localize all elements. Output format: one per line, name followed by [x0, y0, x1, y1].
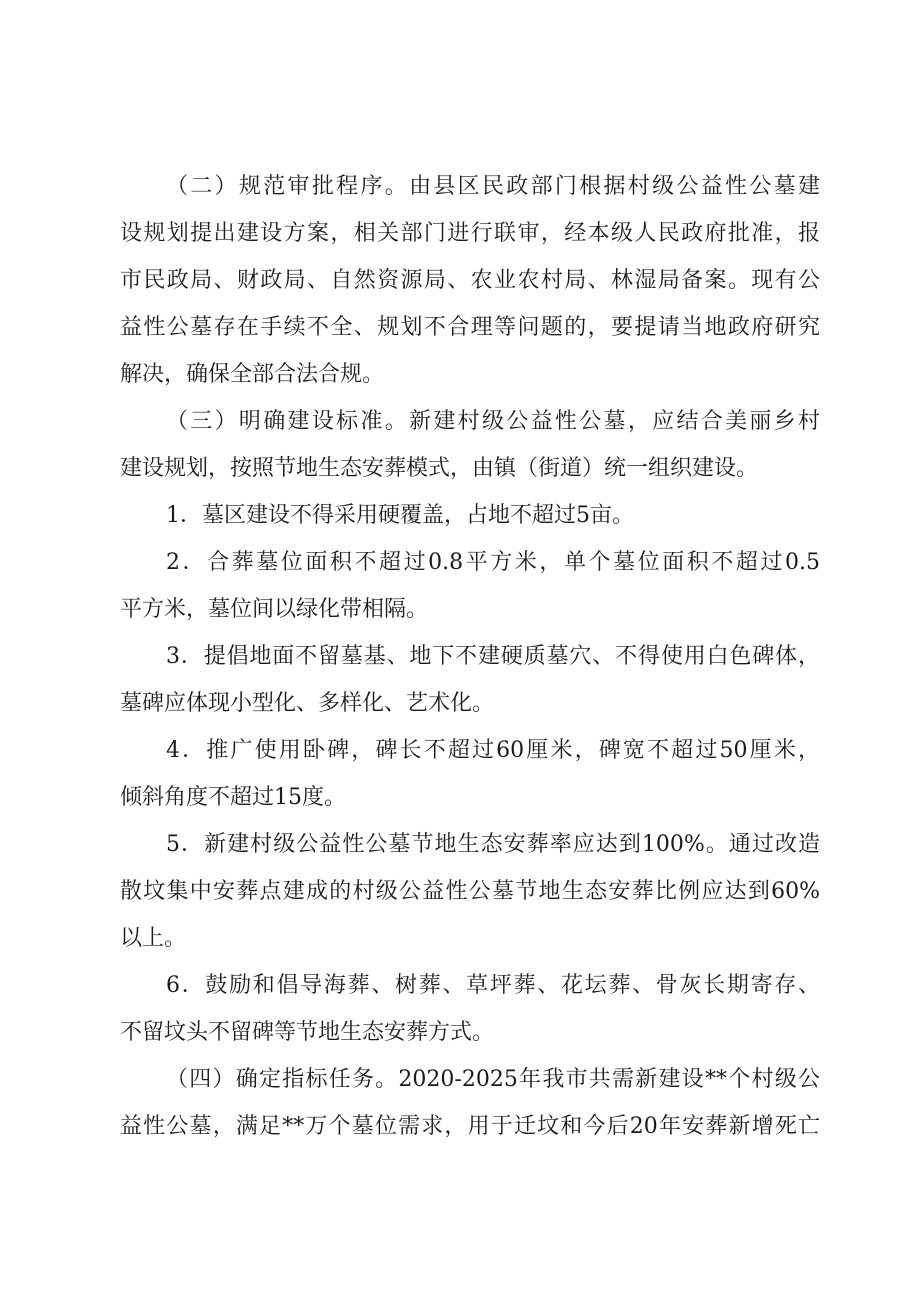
- item-1-line-1: 1．墓区建设不得采用硬覆盖，占地不超过5亩。: [166, 503, 634, 528]
- para-3-line-2: 建设规划，按照节地生态安葬模式，由镇（街道）统一组织建设。: [120, 456, 759, 481]
- para-4-line-2: 益性公墓，满足**万个墓位需求，用于迁坟和今后20年安葬新增死亡: [120, 1114, 820, 1139]
- item-5-line-2: 散坟集中安葬点建成的村级公益性公墓节地生态安葬比例应达到60%: [120, 879, 820, 904]
- item-3-line-2: 墓碑应体现小型化、多样化、艺术化。: [120, 691, 495, 716]
- item-2-line-1: 2．合葬墓位面积不超过0.8平方米，单个墓位面积不超过0.5: [166, 550, 820, 575]
- item-5-line-1: 5．新建村级公益性公墓节地生态安葬率应达到100%。通过改造: [166, 832, 820, 857]
- item-4-line-1: 4．推广使用卧碑，碑长不超过60厘米，碑宽不超过50厘米，: [166, 738, 820, 763]
- item-4-line-2: 倾斜角度不超过15度。: [120, 785, 346, 810]
- item-6-line-1: 6．鼓励和倡导海葬、树葬、草坪葬、花坛葬、骨灰长期寄存、: [166, 973, 820, 998]
- para-4-line-1: （四）确定指标任务。2020-2025年我市共需新建设**个村级公: [166, 1067, 820, 1092]
- item-2-line-2: 平方米，墓位间以绿化带相隔。: [120, 597, 429, 622]
- para-2-line-5: 解决，确保全部合法合规。: [120, 362, 385, 387]
- item-5-line-3: 以上。: [120, 926, 187, 951]
- item-3-line-1: 3．提倡地面不留墓基、地下不建硬质墓穴、不得使用白色碑体，: [166, 644, 820, 669]
- para-3-line-1: （三）明确建设标准。新建村级公益性公墓，应结合美丽乡村: [166, 409, 820, 434]
- para-2-line-2: 设规划提出建设方案，相关部门进行联审，经本级人民政府批准，报: [120, 221, 820, 246]
- para-2-line-1: （二）规范审批程序。由县区民政部门根据村级公益性公墓建: [166, 174, 820, 199]
- para-2-line-4: 益性公墓存在手续不全、规划不合理等问题的，要提请当地政府研究: [120, 315, 820, 340]
- item-6-line-2: 不留坟头不留碑等节地生态安葬方式。: [120, 1020, 495, 1045]
- para-2-line-3: 市民政局、财政局、自然资源局、农业农村局、林湿局备案。现有公: [120, 268, 820, 293]
